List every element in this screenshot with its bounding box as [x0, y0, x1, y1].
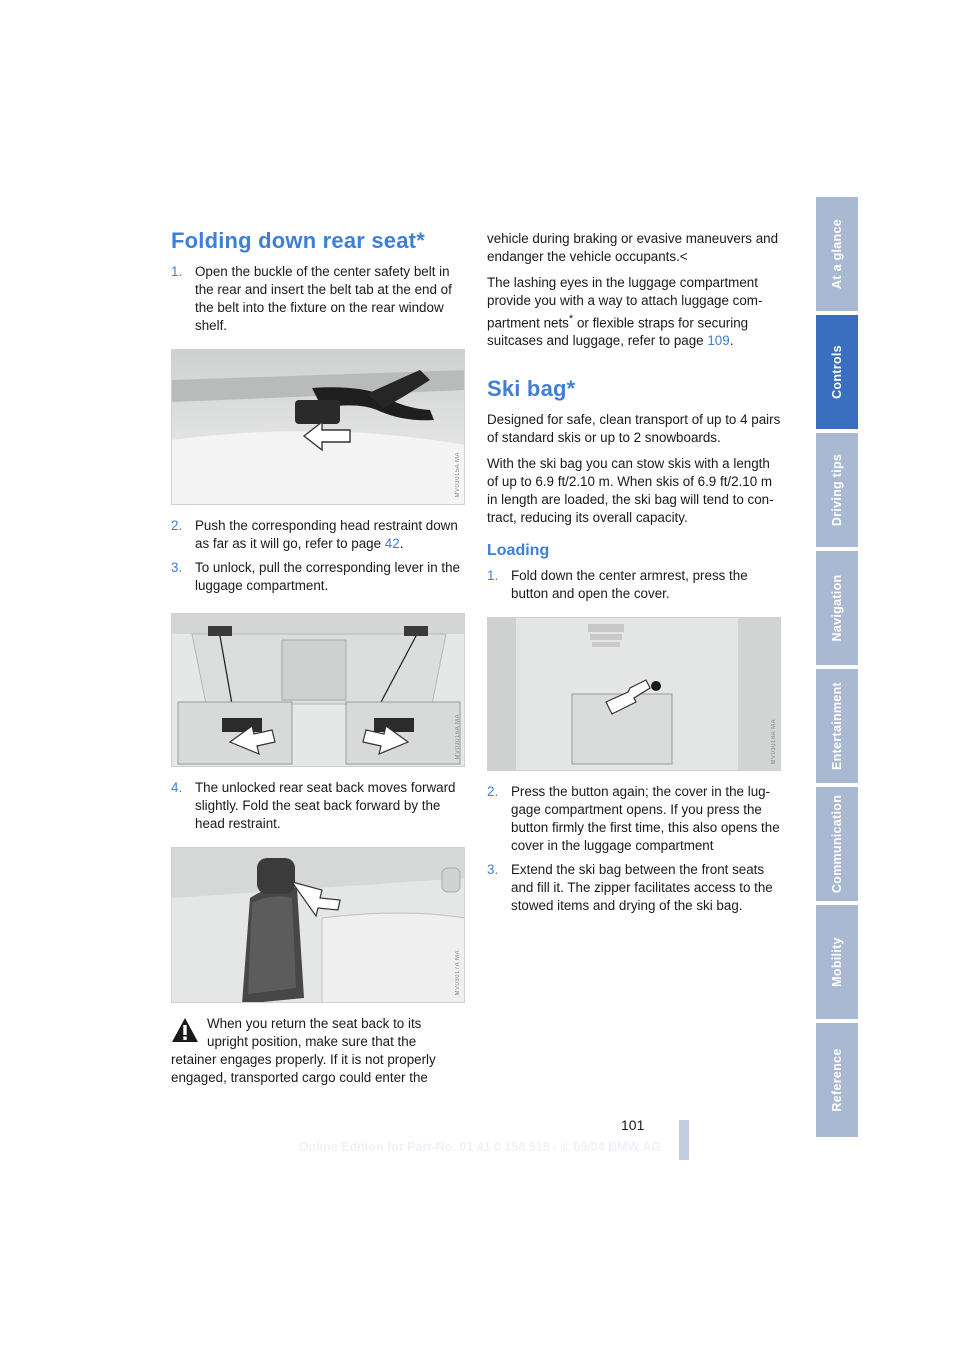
tab-reference[interactable] [816, 1023, 858, 1141]
tab-label: Navigation [830, 574, 844, 642]
warning-note [171, 1015, 465, 1087]
step-text: To unlock, pull the corresponding lever in the luggage compartment. [195, 560, 460, 593]
step-text: The unlocked rear seat back moves forward slightly. Fold the seat back forward by the head restraint. [195, 780, 456, 831]
section-title-folding-rear-seat: Folding down rear seat* [171, 228, 425, 253]
step-number: 3. [171, 560, 183, 575]
footer-edition-note: Online Edition for Part-No. 01 41 0 158 518 - © 09/04 BMW AG [298, 1140, 662, 1154]
tab-controls[interactable] [816, 315, 858, 433]
figure-code: MV03017A MA [455, 950, 461, 996]
right-column [487, 228, 781, 921]
step-2 [171, 517, 465, 553]
step-text: Push the corresponding head restraint down as far as it will go, refer to page [195, 518, 458, 551]
tab-label: At a glance [830, 219, 844, 289]
figure-code: MV03016A MA [455, 714, 461, 760]
step-number: 2. [171, 518, 183, 533]
tab-communication[interactable] [816, 787, 858, 905]
subsection-title-loading: Loading [487, 542, 550, 560]
figure-code: MV03015A MA [455, 452, 461, 498]
step-text-end: . [399, 536, 404, 551]
tab-mobility[interactable] [816, 905, 858, 1023]
continued-warning-text: vehicle during braking or evasive maneuvers and endanger the vehicle occupants.< [487, 231, 779, 264]
warning-triangle-icon [171, 1017, 199, 1043]
tab-label: Driving tips [830, 453, 844, 527]
step-number: 1. [487, 568, 499, 584]
tab-label: Communication [830, 794, 844, 894]
step-4 [171, 779, 465, 833]
belt-tab-illustration [172, 350, 465, 505]
step-text: Extend the ski bag between the front seats and fill it. The zipper facilitates access to the stowed items and drying of the ski bag. [511, 862, 773, 914]
tab-label: Controls [830, 345, 844, 399]
step-number: 4. [171, 780, 183, 795]
step-number: 1. [171, 264, 183, 279]
left-column [171, 228, 465, 1087]
tab-label: Entertainment [830, 682, 844, 770]
figure-fold-seat-back [171, 847, 465, 1003]
lashing-text-b: or flexible straps for securing suitcases and luggage, refer to page [487, 315, 749, 349]
step-text: Press the button again; the cover in the luggage compartment opens. If you press the button firmly the first time, this also opens the cover in the luggage compartment [511, 784, 780, 854]
tab-driving-tips[interactable] [816, 433, 858, 551]
figure-armrest-button [487, 617, 781, 771]
loading-step-2 [487, 783, 781, 855]
loading-step-3 [487, 861, 781, 915]
tab-label: Mobility [830, 937, 844, 987]
step-number: 3. [487, 862, 499, 878]
step-number: 2. [487, 784, 499, 800]
page-link-109[interactable]: 109 [707, 333, 730, 349]
figure-unlock-levers [171, 613, 465, 767]
tab-label: Reference [830, 1048, 844, 1112]
ski-bag-paragraph-1: Designed for safe, clean transport of up to 4 pairs of standard skis or up to 2 snowboards. [487, 412, 781, 446]
warning-line-2: upright position, make sure that the [207, 1034, 417, 1049]
armrest-button-illustration [488, 618, 781, 771]
fold-seat-illustration [172, 848, 465, 1003]
warning-line-1: When you return the seat back to its [207, 1016, 422, 1031]
figure-code: MV03018A MA [771, 718, 777, 765]
step-1 [171, 263, 465, 335]
optional-equipment-star: * [568, 313, 574, 325]
step-text: Open the buckle of the center safety belt in the rear and insert the belt tab at the end of the belt into the fixture on the rear window shelf. [195, 264, 452, 333]
lashing-eyes-paragraph [487, 274, 781, 350]
figure-belt-tab [171, 349, 465, 505]
step-text: Fold down the center armrest, press the button and open the cover. [511, 568, 748, 602]
section-title-ski-bag: Ski bag* [487, 376, 576, 402]
tab-at-a-glance[interactable] [816, 197, 858, 315]
page-number: 101 [621, 1117, 645, 1133]
step-3 [171, 559, 465, 595]
warning-rest: retainer engages properly. If it is not properly engaged, transported cargo could enter the [171, 1052, 436, 1085]
ski-bag-paragraph-2: With the ski bag you can stow skis with a length of up to 6.9 ft/2.10 m. When skis of 6.9 ft/2.10 m in length are loaded, the ski bag will tend to contract, reducing its overall capacity. [487, 456, 774, 526]
chapter-tab-index [816, 197, 858, 1141]
page-link-42[interactable]: 42 [384, 536, 400, 551]
lashing-text-end: . [729, 333, 734, 349]
tab-entertainment[interactable] [816, 669, 858, 787]
unlock-levers-illustration [172, 614, 465, 767]
lashing-text-a: The lashing eyes in the luggage compartment provide you with a way to attach luggage compartment nets [487, 275, 763, 331]
loading-step-1 [487, 567, 781, 603]
tab-navigation[interactable] [816, 551, 858, 669]
